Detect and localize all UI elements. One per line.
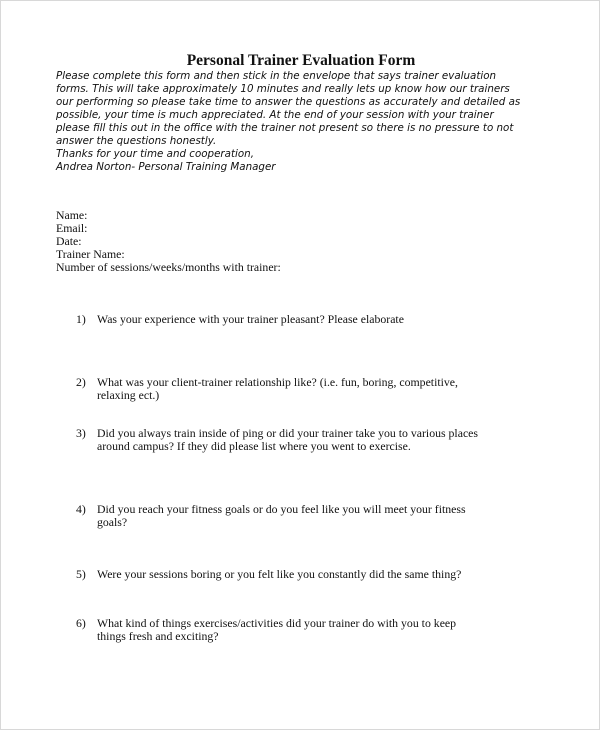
question-text: goals? — [97, 515, 128, 529]
question-text: around campus? If they did please list where you went to exercise. — [97, 439, 411, 453]
intro-line: please fill this out in the office with the trainer not present so there is no pressure to not — [56, 122, 514, 134]
intro-line: answer the questions honestly. — [56, 135, 217, 147]
thanks-line: Thanks for your time and cooperation, — [56, 148, 254, 160]
question-number: 4) — [76, 502, 86, 516]
intro-paragraph — [56, 70, 520, 174]
question-text: What was your client-trainer relationship like? (i.e. fun, boring, competitive, — [97, 375, 458, 389]
question-text: Did you reach your fitness goals or do you feel like you will meet your fitness — [97, 502, 466, 516]
question-number: 3) — [76, 426, 86, 440]
intro-line: forms. This will take approximately 10 minutes and really lets up know how our trainers — [56, 83, 510, 95]
intro-line: our performing so please take time to answer the questions as accurately and detailed as — [56, 96, 521, 108]
name-field-label: Name: — [56, 208, 88, 222]
date-field-label: Date: — [56, 234, 82, 248]
info-fields — [56, 209, 281, 274]
question-text: Did you always train inside of ping or did your trainer take you to various places — [97, 426, 479, 440]
question-number: 2) — [76, 375, 86, 389]
trainer-name-field-label: Trainer Name: — [56, 247, 125, 261]
question-text: relaxing ect.) — [97, 388, 160, 402]
intro-line: Please complete this form and then stick in the envelope that says trainer evaluation — [56, 70, 497, 82]
signature-line: Andrea Norton- Personal Training Manager — [56, 161, 276, 173]
page-title: Personal Trainer Evaluation Form — [186, 52, 416, 69]
sessions-field-label: Number of sessions/weeks/months with trainer: — [56, 260, 281, 274]
question-number: 6) — [76, 616, 86, 630]
question-text: Were your sessions boring or you felt like you constantly did the same thing? — [97, 567, 462, 581]
intro-line: possible, your time is much appreciated. At the end of your session with your trainer — [56, 109, 494, 121]
question-text: things fresh and exciting? — [97, 629, 219, 643]
question-text: Was your experience with your trainer pleasant? Please elaborate — [97, 312, 404, 326]
question-text: What kind of things exercises/activities did your trainer do with you to keep — [97, 616, 457, 630]
question-number: 1) — [76, 312, 86, 326]
question-number: 5) — [76, 567, 86, 581]
email-field-label: Email: — [56, 221, 88, 235]
